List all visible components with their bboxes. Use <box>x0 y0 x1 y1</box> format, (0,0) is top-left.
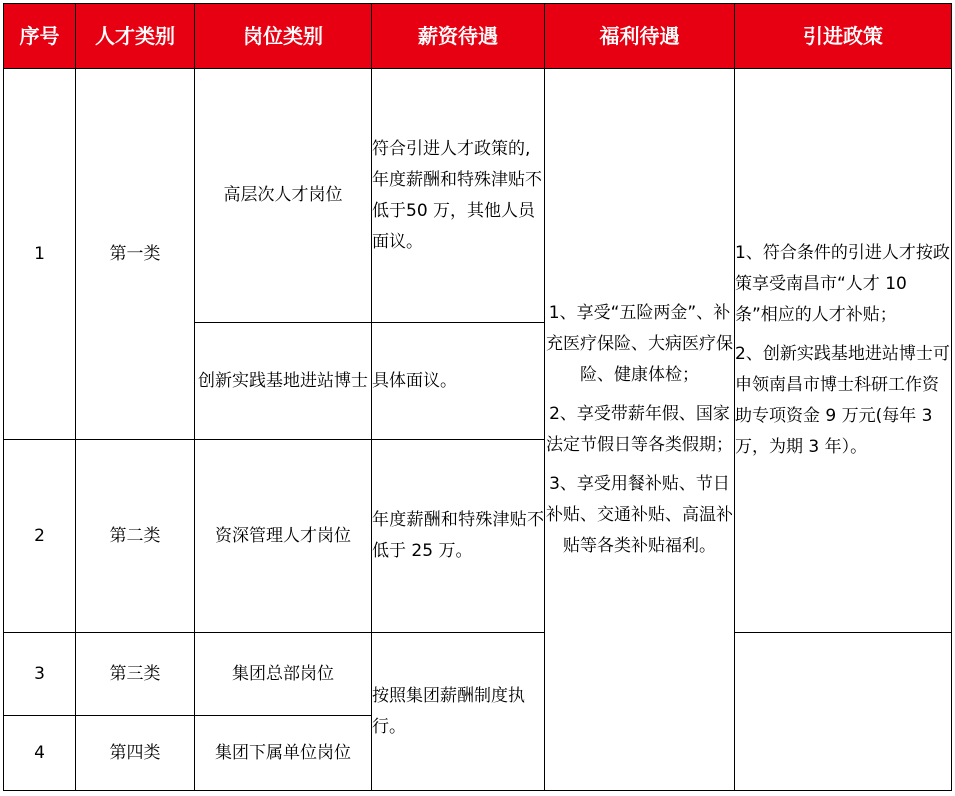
header-policy: 引进政策 <box>735 4 952 69</box>
seq-cell: 2 <box>4 440 76 633</box>
talent-type-cell: 第二类 <box>76 440 195 633</box>
header-row <box>4 4 952 69</box>
recruitment-policy-table <box>3 3 952 791</box>
policy-item: 2、创新实践基地进站博士可申领南昌市博士科研工作资助专项资金 9 万元(每年 3 万，为期 3 年）。 <box>735 344 950 457</box>
policy-item: 1、符合条件的引进人才按政策享受南昌市“人才 10 条”相应的人才补贴； <box>735 243 950 325</box>
salary-cell: 年度薪酬和特殊津贴不低于 25 万。 <box>372 440 545 633</box>
post-type-cell: 集团总部岗位 <box>195 633 372 716</box>
seq-cell: 1 <box>4 69 76 440</box>
header-seq: 序号 <box>4 4 76 69</box>
seq-cell: 4 <box>4 716 76 791</box>
welfare-item: 2、享受带薪年假、国家法定节假日等各类假期； <box>546 403 733 455</box>
talent-type-cell: 第三类 <box>76 633 195 716</box>
header-post-type: 岗位类别 <box>195 4 372 69</box>
policy-cell <box>735 69 952 633</box>
welfare-item: 1、享受“五险两金”、补充医疗保险、大病医疗保险、健康体检； <box>546 302 733 385</box>
salary-cell: 按照集团薪酬制度执行。 <box>372 633 545 791</box>
policy-empty-cell <box>735 633 952 791</box>
talent-type-cell: 第四类 <box>76 716 195 791</box>
table-row <box>4 69 952 323</box>
post-type-cell: 高层次人才岗位 <box>195 69 372 323</box>
post-type-cell: 集团下属单位岗位 <box>195 716 372 791</box>
welfare-item: 3、享受用餐补贴、节日补贴、交通补贴、高温补贴等各类补贴福利。 <box>546 473 733 556</box>
header-salary: 薪资待遇 <box>372 4 545 69</box>
salary-cell: 具体面议。 <box>372 323 545 440</box>
talent-type-cell: 第一类 <box>76 69 195 440</box>
salary-cell: 符合引进人才政策的,年度薪酬和特殊津贴不低于50 万，其他人员面议。 <box>372 69 545 323</box>
post-type-cell: 资深管理人才岗位 <box>195 440 372 633</box>
header-welfare: 福利待遇 <box>545 4 735 69</box>
post-type-cell: 创新实践基地进站博士 <box>195 323 372 440</box>
header-talent-type: 人才类别 <box>76 4 195 69</box>
seq-cell: 3 <box>4 633 76 716</box>
welfare-cell <box>545 69 735 791</box>
table-row <box>4 633 952 716</box>
